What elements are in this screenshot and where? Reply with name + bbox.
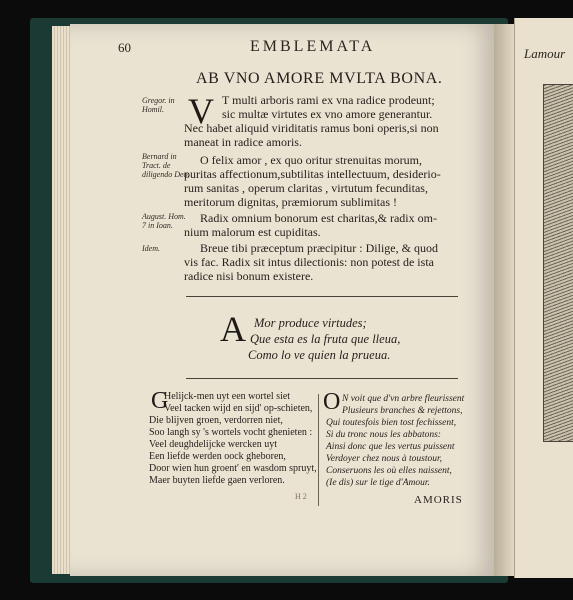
dutch-line: Helijck-men uyt een wortel siet [164,391,291,402]
french-line: N voit que d'vn arbre fleurissent [342,394,465,404]
page-edges [52,26,72,574]
drop-cap: O [323,389,341,415]
dutch-line: Veel deughdelijcke wercken uyt [149,439,278,450]
drop-cap: A [220,309,246,349]
french-line: Qui toutesfois bien tost fechissent, [326,418,457,428]
french-line: Verdoyer chez nous à toustour, [326,454,443,464]
spanish-line: Que esta es la fruta que lleua, [250,332,401,346]
margin-note: Idem. [142,244,160,253]
latin-line: nium malorum est cupiditas. [184,225,321,239]
emblem-title: AB VNO AMORE MVLTA BONA. [196,70,443,87]
spanish-line: Mor produce virtudes; [254,316,367,330]
latin-line: T multi arboris rami ex vna radice prodeunt; [222,93,435,107]
latin-line: meritorum dignitas, præmiorum sublimitas ! [184,195,397,209]
gutter [494,24,516,576]
page-number: 60 [118,40,131,55]
latin-line: O felix amor , ex quo oritur strenuitas morum, [200,153,422,167]
signature-mark: H 2 [295,492,307,501]
catchword: AMORIS [414,494,463,506]
dutch-line: Maer buyten liefde gaen verloren. [149,475,285,486]
french-line: Conseruons les où elles naissent, [326,466,452,476]
latin-line: sic multæ virtutes ex vno amore generantur. [222,107,433,121]
engraving-image [543,84,573,442]
dutch-line: Die blijven groen, verdorren niet, [149,415,283,426]
dutch-line: Veel tacken wijd en sijd' op-schieten, [164,403,313,414]
latin-line: Breue tibi præceptum præcipitur : Dilige, & quod [200,241,438,255]
french-line: Si du tronc nous les abbatons: [326,430,441,440]
latin-line: puritas affectionum,subtilitas intellectuum, desiderio- [184,167,441,181]
french-line: Plusieurs branches & rejettons, [342,406,463,416]
drop-cap: V [188,91,214,131]
spanish-line: Como lo ve quien la prueua. [248,348,391,362]
french-line: (Ie dis) sur le tige d'Amour. [326,478,430,488]
margin-note: Gregor. in Homil. [142,96,175,114]
rule [186,378,458,379]
column-divider [318,394,319,506]
latin-line: vis fac. Radix sit intus dilectionis: non potest de ista [184,255,434,269]
running-head: EMBLEMATA [250,38,376,55]
drop-cap: G [151,388,169,414]
margin-note: August. Hom. 7 in Ioan. [142,212,186,230]
rule [186,296,458,297]
facing-page-title: Lamour [524,46,566,61]
dutch-line: Door wien hun groent' en wasdom spruyt, [149,463,317,474]
latin-line: rum sanitas , operum claritas , virtutum fecunditas, [184,181,428,195]
dutch-line: Soo langh sy 's wortels vocht ghenieten : [149,427,313,438]
latin-line: radice nisi bonum existere. [184,269,314,283]
french-line: Ainsi donc que les vertus puissent [326,442,455,452]
latin-line: maneat in radice amoris. [184,135,302,149]
dutch-line: Een liefde werden oock gheboren, [149,451,286,462]
latin-line: Nec habet aliquid viriditatis ramus boni operis,si non [184,121,439,135]
margin-note: Bernard in Tract. de diligendo Deo. [142,152,190,179]
latin-line: Radix omnium bonorum est charitas,& radix om- [200,211,437,225]
